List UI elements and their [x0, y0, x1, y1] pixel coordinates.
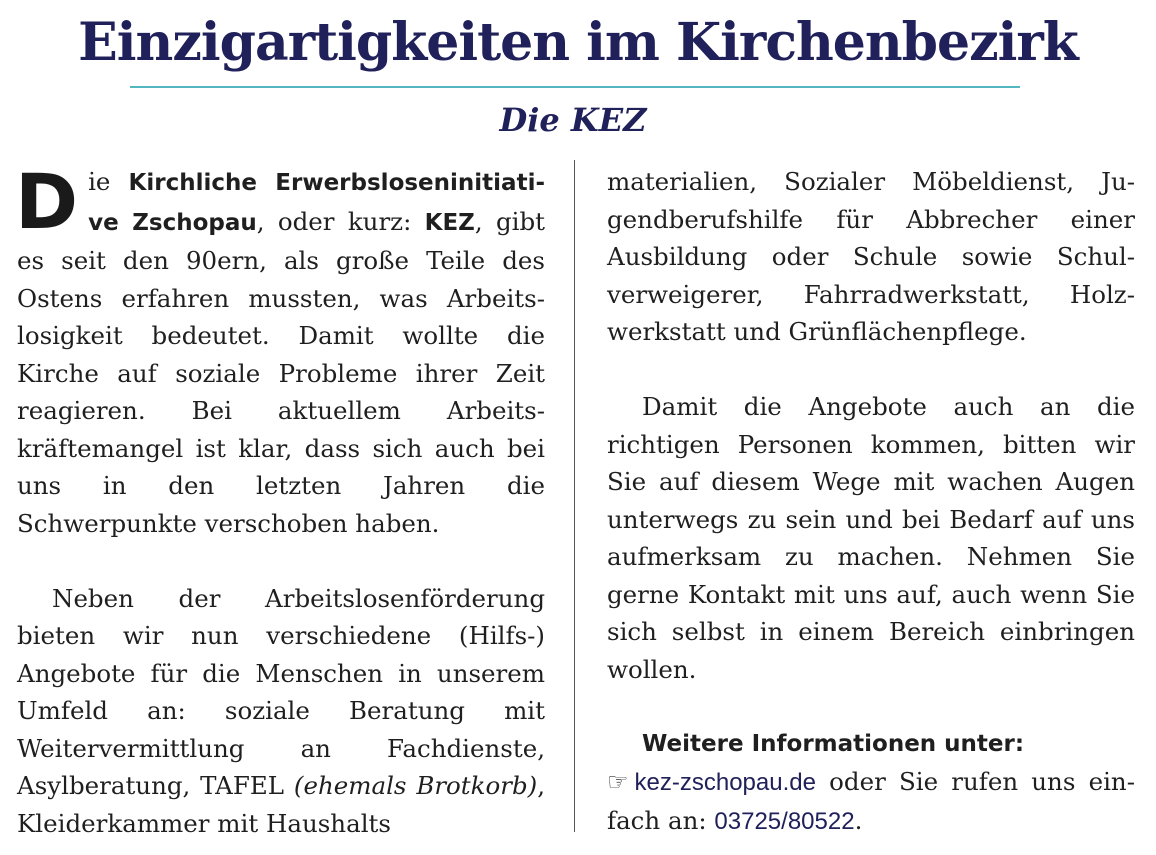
italic-note: (ehemals Brotkorb) [293, 771, 538, 800]
article-subtitle: Die KEZ [499, 101, 647, 139]
pointing-hand-icon: ☞ [607, 768, 629, 796]
paragraph-intro [15, 157, 546, 542]
text-run: , gibt es seit den 90ern, als große Teile des Ostens erfahren mussten, was Arbeitslosigkeit bedeutet. Damit wollte die Kirche auf soziale Probleme ihrer Zeit reagieren. Bei aktuellem Arbeitskräftemangel ist klar, dass sich auch bei uns in den letzten Jahren die Schwerpunkte verschoben haben. [17, 206, 546, 538]
organization-abbreviation: KEZ [424, 209, 475, 236]
text-run: Neben der Arbeitslosenförderung bieten wir nun verschiedene (Hilfs-) Angebote für die Menschen in unserem Umfeld an: soziale Beratung mit Weitervermittlung an Fachdienste, Asylberatung, TAFEL [17, 583, 545, 800]
info-block [607, 726, 1135, 841]
organization-name: Kirchliche Erwerbsloseninitiative Zschopau [88, 170, 545, 236]
text-run: . [854, 805, 863, 835]
title-rule [130, 86, 1020, 88]
right-column [607, 163, 1135, 840]
paragraph-offers-continued: materialien, Sozialer Möbeldienst, Jugendberufshilfe für Abbrecher einer Ausbildung oder Schule sowie Schulverweigerer, Fahrradwerkstatt, Holzwerkstatt und Grünflächenpflege. [607, 167, 1135, 346]
paragraph-appeal: Damit die Angebote auch an die richtigen Personen kommen, bitten wir Sie auf diesem Wege mit wachen Augen unterwegs zu sein und bei Bedarf auf uns aufmerksam zu machen. Nehmen Sie gerne Kontakt mit uns auf, auch wenn Sie sich selbst in einem Bereich einbringen wollen. [607, 392, 1135, 684]
phone-number[interactable]: 03725/80522 [714, 807, 855, 835]
info-heading: Weitere Informationen unter: [642, 730, 1025, 757]
text-run: , oder kurz: [256, 206, 425, 236]
text-run: ie [88, 167, 129, 196]
left-column [15, 157, 546, 842]
drop-cap: D [15, 157, 79, 246]
text-run: oder Sie rufen uns einfach an: [607, 767, 1135, 835]
paragraph-offers [17, 580, 545, 843]
text-run: , Kleiderkammer mit Haushalts [17, 771, 545, 838]
column-divider [574, 160, 575, 832]
website-link[interactable]: kez-zschopau.de [634, 769, 816, 796]
article-title: Einzigartigkeiten im Kirchenbezirk [78, 12, 1078, 73]
